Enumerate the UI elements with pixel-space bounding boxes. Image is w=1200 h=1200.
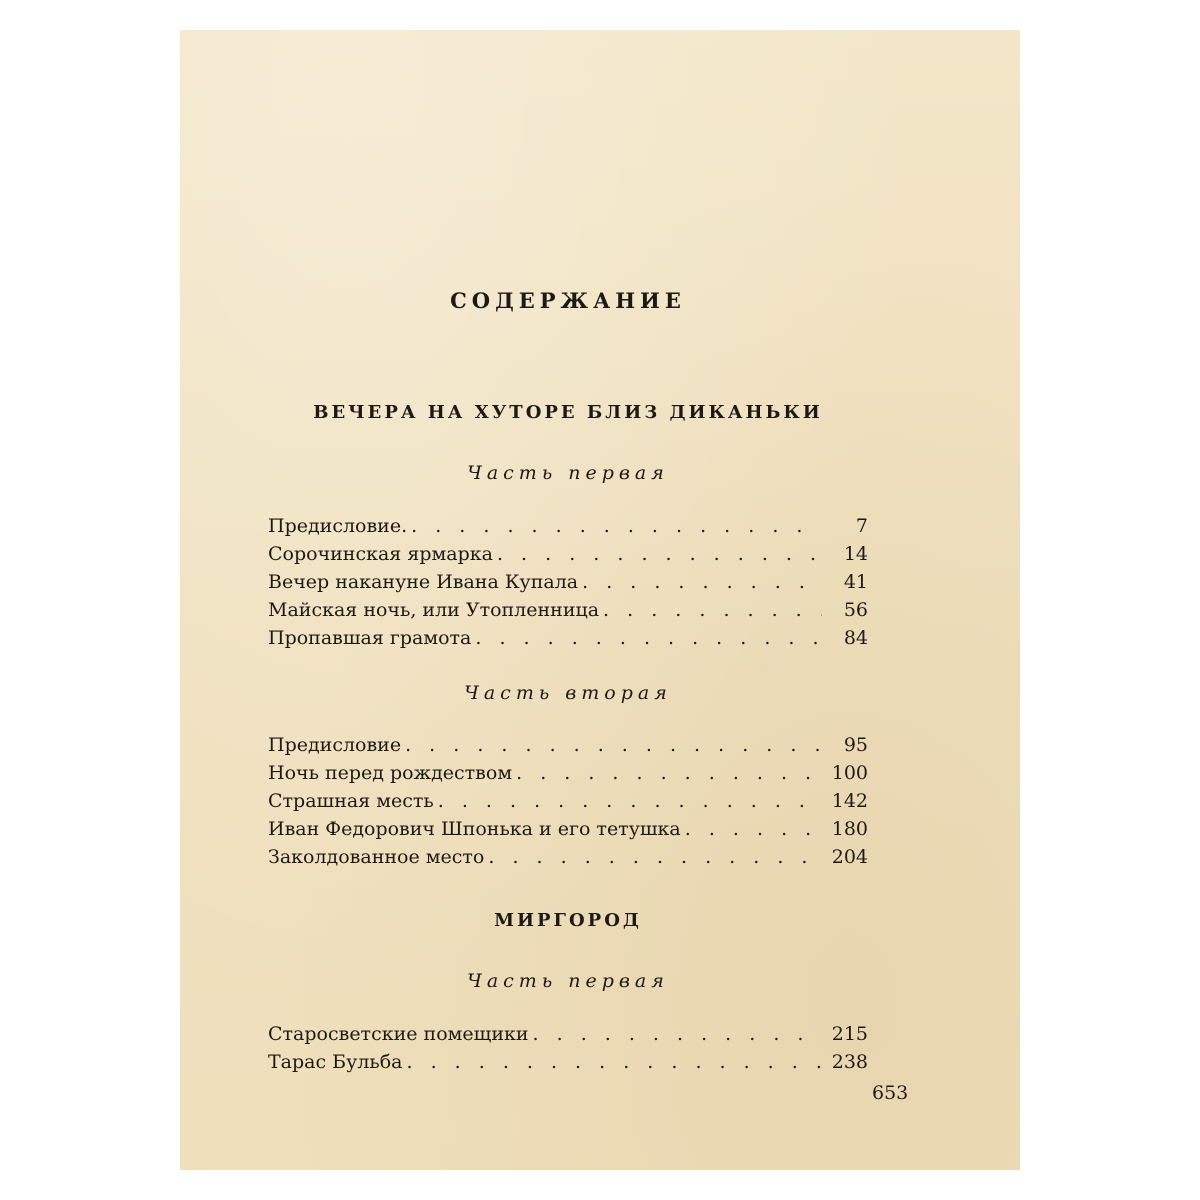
dot-leader — [497, 540, 822, 568]
toc-entry-page: 180 — [831, 818, 868, 840]
contents-heading: СОДЕРЖАНИЕ — [450, 288, 686, 313]
dot-leader — [533, 1020, 822, 1048]
dot-leader — [685, 815, 822, 843]
toc-entry-page: 95 — [843, 734, 868, 756]
toc-list-evenings-part1 — [268, 512, 868, 652]
toc-entry-page: 14 — [843, 543, 868, 565]
toc-entry-title: Старосветские помещики — [268, 1023, 529, 1045]
toc-entry-title: Тарас Бульба — [268, 1051, 403, 1073]
toc-entry-title: Вечер накануне Ивана Купала — [268, 571, 579, 593]
book-title-evenings: ВЕЧЕРА НА ХУТОРЕ БЛИЗ ДИКАНЬКИ — [313, 402, 823, 423]
toc-entry — [268, 843, 868, 871]
toc-entry — [268, 512, 868, 540]
toc-list-evenings-part2 — [268, 731, 868, 871]
book-page — [180, 30, 1020, 1170]
dot-leader — [475, 624, 822, 652]
toc-entry-title: Сорочинская ярмарка — [268, 543, 493, 565]
toc-entry-page: 238 — [831, 1051, 868, 1073]
toc-entry — [268, 540, 868, 568]
dot-leader — [405, 731, 822, 759]
toc-entry-title: Предисловие. — [268, 515, 408, 537]
part-heading-2: Часть вторая — [464, 682, 672, 704]
part-heading-3: Часть первая — [467, 970, 669, 992]
toc-entry — [268, 759, 868, 787]
dot-leader — [438, 787, 822, 815]
toc-list-mirgorod-part1 — [268, 1020, 868, 1076]
toc-entry-title: Иван Федорович Шпонька и его тетушка — [268, 818, 681, 840]
dot-leader — [407, 1048, 823, 1076]
toc-entry-title: Ночь перед рождеством — [268, 762, 513, 784]
toc-entry — [268, 596, 868, 624]
toc-entry — [268, 624, 868, 652]
toc-entry-page: 41 — [843, 571, 868, 593]
table-of-contents — [268, 30, 868, 1170]
toc-entry-page: 84 — [843, 627, 868, 649]
toc-entry-page: 56 — [843, 599, 868, 621]
dot-leader — [516, 759, 822, 787]
toc-entry — [268, 1048, 868, 1076]
toc-entry — [268, 787, 868, 815]
dot-leader — [582, 568, 822, 596]
toc-entry-page: 142 — [831, 790, 868, 812]
dot-leader — [411, 512, 822, 540]
toc-entry-page: 7 — [855, 515, 868, 537]
toc-entry-page: 215 — [831, 1023, 868, 1045]
toc-entry-page: 100 — [831, 762, 868, 784]
toc-entry — [268, 731, 868, 759]
book-title-mirgorod: МИРГОРОД — [494, 910, 642, 931]
toc-entry-title: Заколдованное место — [268, 846, 485, 868]
toc-entry — [268, 1020, 868, 1048]
toc-entry — [268, 568, 868, 596]
dot-leader — [603, 596, 822, 624]
page-number: 653 — [872, 1082, 909, 1104]
toc-entry-title: Пропавшая грамота — [268, 627, 472, 649]
toc-entry-title: Предисловие — [268, 734, 402, 756]
part-heading-1: Часть первая — [467, 462, 669, 484]
toc-entry — [268, 815, 868, 843]
toc-entry-page: 204 — [831, 846, 868, 868]
toc-entry-title: Страшная месть — [268, 790, 434, 812]
toc-entry-title: Майская ночь, или Утопленница — [268, 599, 600, 621]
dot-leader — [488, 843, 822, 871]
